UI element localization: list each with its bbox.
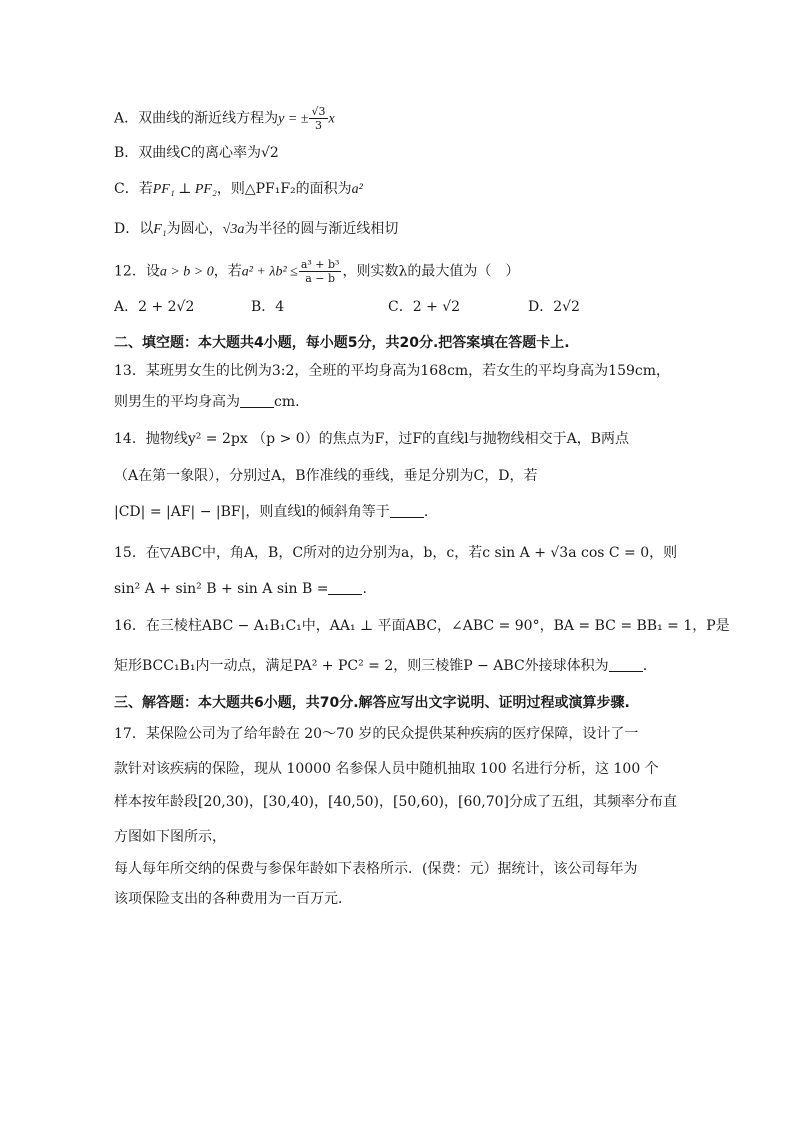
q12-stem <box>114 258 519 285</box>
q11-option-a-frac-den: 3 <box>314 119 322 132</box>
q13-line-1: 13．某班男女生的比例为3:2，全班的平均身高为168cm，若女生的平均身高为159cm， <box>114 363 671 379</box>
q17-line-2: 款针对该疾病的保险，现从 10000 名参保人员中随机抽取 100 名进行分析，这 100 个 <box>114 761 659 777</box>
q11-option-b <box>114 142 279 164</box>
q11-option-c-mid: ，则△PF₁F₂的面积为 <box>216 181 352 197</box>
q11-option-c-math1: PF₁ ⊥ PF₂ <box>152 182 217 197</box>
q12-frac-den: a − b <box>305 272 336 285</box>
q11-option-a-text: A．双曲线的渐近线方程为 <box>114 110 279 127</box>
q12-suffix: ，则实数λ的最大值为（ ） <box>342 263 520 280</box>
q13-line-2-pre: 则男生的平均身高为 <box>114 394 240 410</box>
q15-line-1: 15．在▽ABC中，角A，B，C所对的边分别为a，b，c，若c sin A + √3a cos C = 0，则 <box>114 545 678 561</box>
q11-option-d-pre: D．以 <box>114 221 154 237</box>
q11-option-d <box>114 218 398 241</box>
q11-option-c-math2: a² <box>351 182 363 197</box>
q14-answer-blank <box>390 503 424 518</box>
q13-line-2-post: cm. <box>274 394 300 410</box>
q13-line-2 <box>114 391 300 413</box>
q16-line-2-pre: 矩形BCC₁B₁内一动点，满足PA² + PC² = 2，则三棱锥P − ABC外接球体积为 <box>114 658 609 674</box>
q17-line-5: 每人每年所交纳的保费与参保年龄如下表格所示．(保费：元）据统计，该公司每年为 <box>114 861 638 877</box>
q12-ineq: a² + λb² ≤ <box>241 264 298 280</box>
q12-prefix: 12．设 <box>114 263 160 280</box>
q17-line-6: 该项保险支出的各种费用为一百万元． <box>114 891 352 907</box>
q14-line-3-post: . <box>423 504 429 520</box>
q17-line-1: 17．某保险公司为了给年龄在 20～70 岁的民众提供某种疾病的医疗保障，设计了一 <box>114 726 639 742</box>
q17-line-4: 方图如下图所示， <box>114 829 226 845</box>
q14-line-3 <box>114 501 428 523</box>
q13-answer-blank <box>240 393 274 408</box>
q12-cond: a > b > 0 <box>159 264 214 280</box>
q14-line-3-pre: |CD| = |AF| − |BF|，则直线l的倾斜角等于 <box>114 504 390 520</box>
q11-option-a <box>114 105 335 132</box>
q12-option-d: D．2√2 <box>528 299 580 315</box>
q12-mid: ，若 <box>213 263 242 280</box>
q11-option-a-math-right: x <box>328 111 335 127</box>
q14-line-1: 14．抛物线y² = 2px （p > 0）的焦点为F，过F的直线l与抛物线相交于A，B两点 <box>114 431 629 447</box>
q14-line-2: （A在第一象限），分别过A，B作准线的垂线，垂足分别为C，D，若 <box>114 468 538 484</box>
q12-option-a: A．2 + 2√2 <box>114 299 195 315</box>
q11-option-a-math-left: y = ± <box>278 111 309 127</box>
q11-option-c-pre: C．若 <box>114 181 153 197</box>
q12-option-b: B．4 <box>251 299 285 315</box>
q11-option-c <box>114 178 363 201</box>
section-3-heading: 三、解答题：本大题共6小题，共70分.解答应写出文字说明、证明过程或演算步骤. <box>114 695 630 711</box>
q15-line-2-pre: sin² A + sin² B + sin A sin B = <box>114 581 329 597</box>
q16-answer-blank <box>609 657 643 672</box>
q11-option-d-post: 为半径的圆与渐近线相切 <box>244 221 399 237</box>
q11-option-d-math2: √3a <box>222 222 245 237</box>
q11-option-d-math1: F₁ <box>153 222 167 237</box>
q11-option-b-text: B．双曲线C的离心率为 <box>114 145 261 161</box>
q12-fraction <box>299 258 342 285</box>
q12-frac-num: a³ + b³ <box>300 258 340 271</box>
q16-line-2 <box>114 655 647 677</box>
q16-line-2-post: . <box>642 658 648 674</box>
q11-option-a-frac-num: √3 <box>311 105 326 118</box>
q15-line-2-post: . <box>362 581 367 597</box>
q11-option-d-mid: 为圆心， <box>166 221 223 237</box>
q15-answer-blank <box>328 580 362 595</box>
q17-line-3: 样本按年龄段[20,30)，[30,40)，[40,50)，[50,60)，[60,70]分成了五组，其频率分布直 <box>114 794 678 810</box>
section-2-heading: 二、填空题：本大题共4小题，每小题5分，共20分.把答案填在答题卡上. <box>114 335 570 351</box>
q16-line-1: 16．在三棱柱ABC − A₁B₁C₁中，AA₁ ⊥ 平面ABC，∠ABC = 90°，BA = BC = BB₁ = 1，P是 <box>114 618 730 634</box>
q15-line-2 <box>114 578 367 600</box>
q11-option-a-fraction <box>309 105 327 132</box>
q12-option-c: C．2 + √2 <box>388 299 461 315</box>
q11-option-b-math: √2 <box>261 145 279 161</box>
